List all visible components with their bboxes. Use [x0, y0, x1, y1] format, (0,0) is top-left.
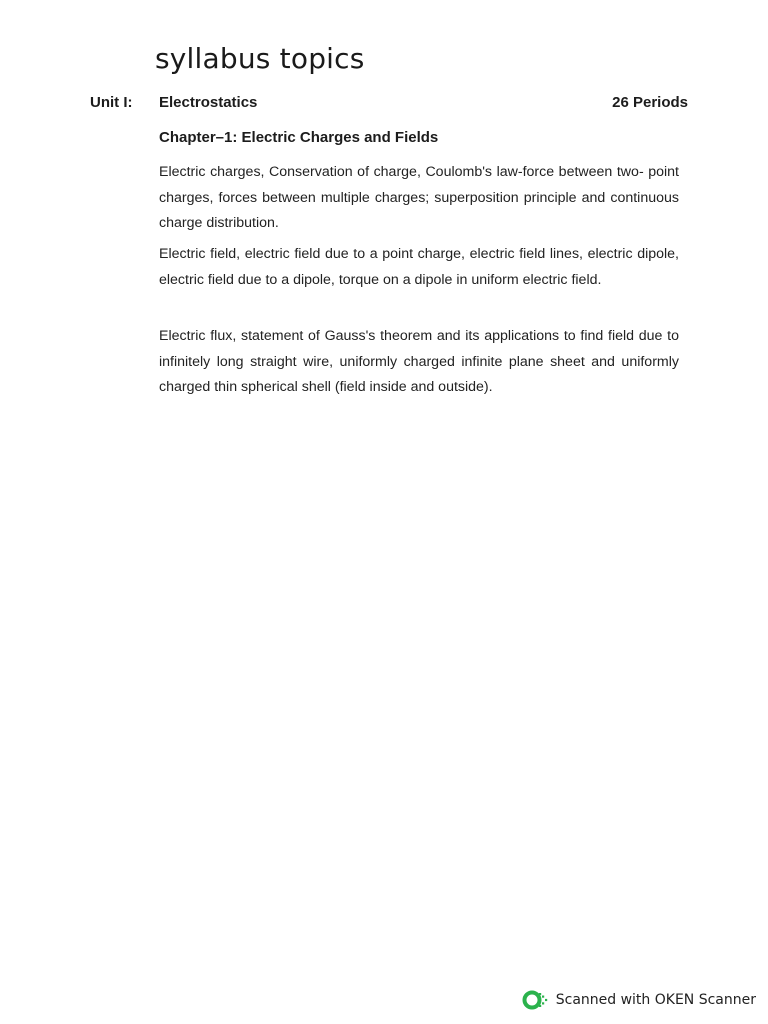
unit-heading-row [90, 94, 688, 116]
page-title: syllabus topics [155, 42, 365, 75]
chapter-heading: Chapter–1: Electric Charges and Fields [159, 129, 439, 146]
syllabus-paragraph: Electric flux, statement of Gauss's theorem and its applications to find field due to infinitely long straight wire, uniformly charged infinite plane sheet and uniformly charged thin spherical shell (field inside and outside). [159, 328, 679, 395]
scanner-watermark-text: Scanned with OKEN Scanner [555, 992, 756, 1008]
unit-name: Electrostatics [159, 94, 258, 111]
unit-periods: 26 Periods [612, 94, 688, 111]
unit-label: Unit I: [90, 94, 133, 111]
scanner-watermark [522, 988, 756, 1012]
oken-scanner-logo-icon [522, 989, 548, 1011]
syllabus-paragraph: Electric charges, Conservation of charge, Coulomb's law-force between two- point charges, forces between multiple charges; superposition principle and continuous charge distribution. [159, 164, 679, 231]
syllabus-paragraph: Electric field, electric field due to a point charge, electric field lines, electric dipole, electric field due to a dipole, torque on a dipole in uniform electric field. [159, 246, 679, 288]
